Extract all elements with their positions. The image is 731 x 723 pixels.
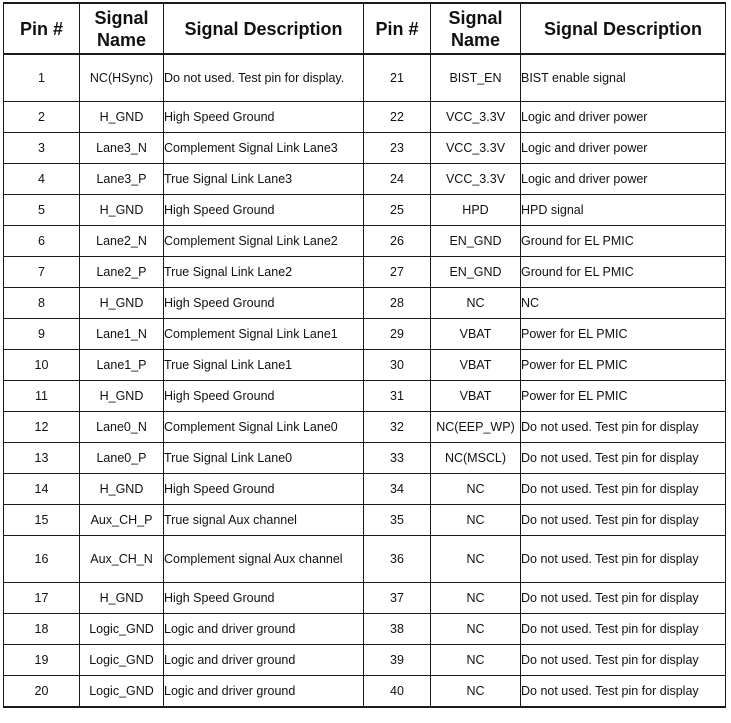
signal-name-cell: NC	[431, 505, 521, 536]
signal-description-cell: High Speed Ground	[164, 288, 364, 319]
table-row	[4, 583, 726, 614]
pin-number-cell: 32	[364, 412, 431, 443]
table-row	[4, 319, 726, 350]
table-row	[4, 676, 726, 708]
pin-number-cell: 25	[364, 195, 431, 226]
table-body	[4, 54, 726, 707]
signal-name-cell: Lane1_P	[80, 350, 164, 381]
pin-number-cell: 27	[364, 257, 431, 288]
pin-number-cell: 20	[4, 676, 80, 708]
signal-description-cell: True Signal Link Lane1	[164, 350, 364, 381]
header-signal-name-right: Signal Name	[431, 3, 521, 54]
table-row	[4, 536, 726, 583]
pin-number-cell: 10	[4, 350, 80, 381]
table-row	[4, 350, 726, 381]
signal-name-cell: VCC_3.3V	[431, 133, 521, 164]
signal-description-cell: High Speed Ground	[164, 381, 364, 412]
signal-description-cell: Ground for EL PMIC	[521, 257, 726, 288]
pin-number-cell: 17	[4, 583, 80, 614]
signal-name-cell: Lane3_P	[80, 164, 164, 195]
signal-name-cell: NC(EEP_WP)	[431, 412, 521, 443]
signal-name-cell: Lane0_P	[80, 443, 164, 474]
signal-description-cell: True signal Aux channel	[164, 505, 364, 536]
signal-description-cell: Logic and driver ground	[164, 676, 364, 708]
pin-number-cell: 30	[364, 350, 431, 381]
signal-description-cell: High Speed Ground	[164, 474, 364, 505]
signal-description-cell: BIST enable signal	[521, 54, 726, 102]
pin-assignment-table	[3, 2, 726, 708]
signal-name-cell: NC(HSync)	[80, 54, 164, 102]
pin-number-cell: 7	[4, 257, 80, 288]
signal-name-cell: VBAT	[431, 319, 521, 350]
table-row	[4, 474, 726, 505]
pin-number-cell: 35	[364, 505, 431, 536]
pin-number-cell: 2	[4, 102, 80, 133]
pin-number-cell: 33	[364, 443, 431, 474]
signal-description-cell: NC	[521, 288, 726, 319]
signal-name-cell: VBAT	[431, 350, 521, 381]
signal-name-cell: NC(MSCL)	[431, 443, 521, 474]
pin-number-cell: 1	[4, 54, 80, 102]
signal-description-cell: HPD signal	[521, 195, 726, 226]
signal-name-cell: NC	[431, 288, 521, 319]
signal-name-cell: NC	[431, 583, 521, 614]
table-row	[4, 505, 726, 536]
signal-description-cell: True Signal Link Lane3	[164, 164, 364, 195]
table-header-row	[4, 3, 726, 54]
pin-number-cell: 28	[364, 288, 431, 319]
table-row	[4, 195, 726, 226]
table-row	[4, 614, 726, 645]
pin-number-cell: 39	[364, 645, 431, 676]
pin-number-cell: 34	[364, 474, 431, 505]
signal-description-cell: Power for EL PMIC	[521, 350, 726, 381]
header-pin-number-left: Pin #	[4, 3, 80, 54]
signal-description-cell: Do not used. Test pin for display	[521, 583, 726, 614]
pin-number-cell: 31	[364, 381, 431, 412]
pin-number-cell: 11	[4, 381, 80, 412]
header-pin-number-right: Pin #	[364, 3, 431, 54]
signal-description-cell: Power for EL PMIC	[521, 319, 726, 350]
signal-name-cell: NC	[431, 474, 521, 505]
signal-name-cell: H_GND	[80, 583, 164, 614]
pin-number-cell: 6	[4, 226, 80, 257]
signal-description-cell: Complement Signal Link Lane0	[164, 412, 364, 443]
pin-number-cell: 23	[364, 133, 431, 164]
pin-number-cell: 36	[364, 536, 431, 583]
signal-name-cell: H_GND	[80, 195, 164, 226]
table-row	[4, 54, 726, 102]
signal-name-cell: H_GND	[80, 102, 164, 133]
signal-description-cell: Logic and driver ground	[164, 614, 364, 645]
signal-description-cell: Do not used. Test pin for display	[521, 474, 726, 505]
signal-name-cell: NC	[431, 614, 521, 645]
pin-number-cell: 29	[364, 319, 431, 350]
pin-number-cell: 19	[4, 645, 80, 676]
signal-description-cell: Complement Signal Link Lane1	[164, 319, 364, 350]
signal-description-cell: Complement Signal Link Lane2	[164, 226, 364, 257]
signal-name-cell: NC	[431, 536, 521, 583]
signal-name-cell: Aux_CH_P	[80, 505, 164, 536]
signal-description-cell: Do not used. Test pin for display.	[164, 54, 364, 102]
signal-description-cell: Do not used. Test pin for display	[521, 412, 726, 443]
signal-name-cell: Logic_GND	[80, 676, 164, 708]
signal-name-cell: BIST_EN	[431, 54, 521, 102]
pin-number-cell: 38	[364, 614, 431, 645]
pin-number-cell: 26	[364, 226, 431, 257]
pin-number-cell: 5	[4, 195, 80, 226]
signal-description-cell: High Speed Ground	[164, 583, 364, 614]
signal-description-cell: Logic and driver ground	[164, 645, 364, 676]
pin-number-cell: 40	[364, 676, 431, 708]
table-row	[4, 102, 726, 133]
pin-number-cell: 21	[364, 54, 431, 102]
pin-number-cell: 3	[4, 133, 80, 164]
signal-description-cell: Do not used. Test pin for display	[521, 443, 726, 474]
signal-description-cell: High Speed Ground	[164, 195, 364, 226]
pin-number-cell: 9	[4, 319, 80, 350]
signal-name-cell: VCC_3.3V	[431, 164, 521, 195]
signal-description-cell: Complement signal Aux channel	[164, 536, 364, 583]
header-signal-name-left: Signal Name	[80, 3, 164, 54]
signal-name-cell: VCC_3.3V	[431, 102, 521, 133]
signal-name-cell: NC	[431, 676, 521, 708]
table-row	[4, 645, 726, 676]
signal-name-cell: EN_GND	[431, 257, 521, 288]
signal-name-cell: Lane2_N	[80, 226, 164, 257]
signal-name-cell: H_GND	[80, 474, 164, 505]
signal-description-cell: Do not used. Test pin for display	[521, 676, 726, 708]
pin-number-cell: 8	[4, 288, 80, 319]
table-row	[4, 257, 726, 288]
signal-name-cell: Logic_GND	[80, 645, 164, 676]
table-row	[4, 412, 726, 443]
signal-name-cell: EN_GND	[431, 226, 521, 257]
pin-number-cell: 18	[4, 614, 80, 645]
table-row	[4, 164, 726, 195]
pin-number-cell: 4	[4, 164, 80, 195]
header-signal-description-right: Signal Description	[521, 3, 726, 54]
pin-number-cell: 15	[4, 505, 80, 536]
table-row	[4, 226, 726, 257]
signal-name-cell: H_GND	[80, 288, 164, 319]
signal-name-cell: H_GND	[80, 381, 164, 412]
table-row	[4, 133, 726, 164]
pin-number-cell: 12	[4, 412, 80, 443]
pin-number-cell: 22	[364, 102, 431, 133]
signal-description-cell: Do not used. Test pin for display	[521, 505, 726, 536]
signal-name-cell: Aux_CH_N	[80, 536, 164, 583]
signal-name-cell: Lane1_N	[80, 319, 164, 350]
pin-number-cell: 16	[4, 536, 80, 583]
signal-description-cell: High Speed Ground	[164, 102, 364, 133]
signal-description-cell: Power for EL PMIC	[521, 381, 726, 412]
signal-name-cell: NC	[431, 645, 521, 676]
signal-description-cell: Do not used. Test pin for display	[521, 645, 726, 676]
pin-number-cell: 24	[364, 164, 431, 195]
signal-description-cell: Do not used. Test pin for display	[521, 536, 726, 583]
table-row	[4, 288, 726, 319]
signal-description-cell: Do not used. Test pin for display	[521, 614, 726, 645]
signal-name-cell: HPD	[431, 195, 521, 226]
signal-description-cell: Logic and driver power	[521, 133, 726, 164]
signal-description-cell: True Signal Link Lane0	[164, 443, 364, 474]
signal-name-cell: Lane2_P	[80, 257, 164, 288]
signal-name-cell: Lane3_N	[80, 133, 164, 164]
signal-name-cell: Logic_GND	[80, 614, 164, 645]
signal-description-cell: True Signal Link Lane2	[164, 257, 364, 288]
pin-number-cell: 14	[4, 474, 80, 505]
signal-name-cell: VBAT	[431, 381, 521, 412]
pin-number-cell: 37	[364, 583, 431, 614]
signal-description-cell: Logic and driver power	[521, 164, 726, 195]
signal-name-cell: Lane0_N	[80, 412, 164, 443]
table-row	[4, 443, 726, 474]
signal-description-cell: Logic and driver power	[521, 102, 726, 133]
signal-description-cell: Complement Signal Link Lane3	[164, 133, 364, 164]
header-signal-description-left: Signal Description	[164, 3, 364, 54]
table-row	[4, 381, 726, 412]
signal-description-cell: Ground for EL PMIC	[521, 226, 726, 257]
pin-number-cell: 13	[4, 443, 80, 474]
